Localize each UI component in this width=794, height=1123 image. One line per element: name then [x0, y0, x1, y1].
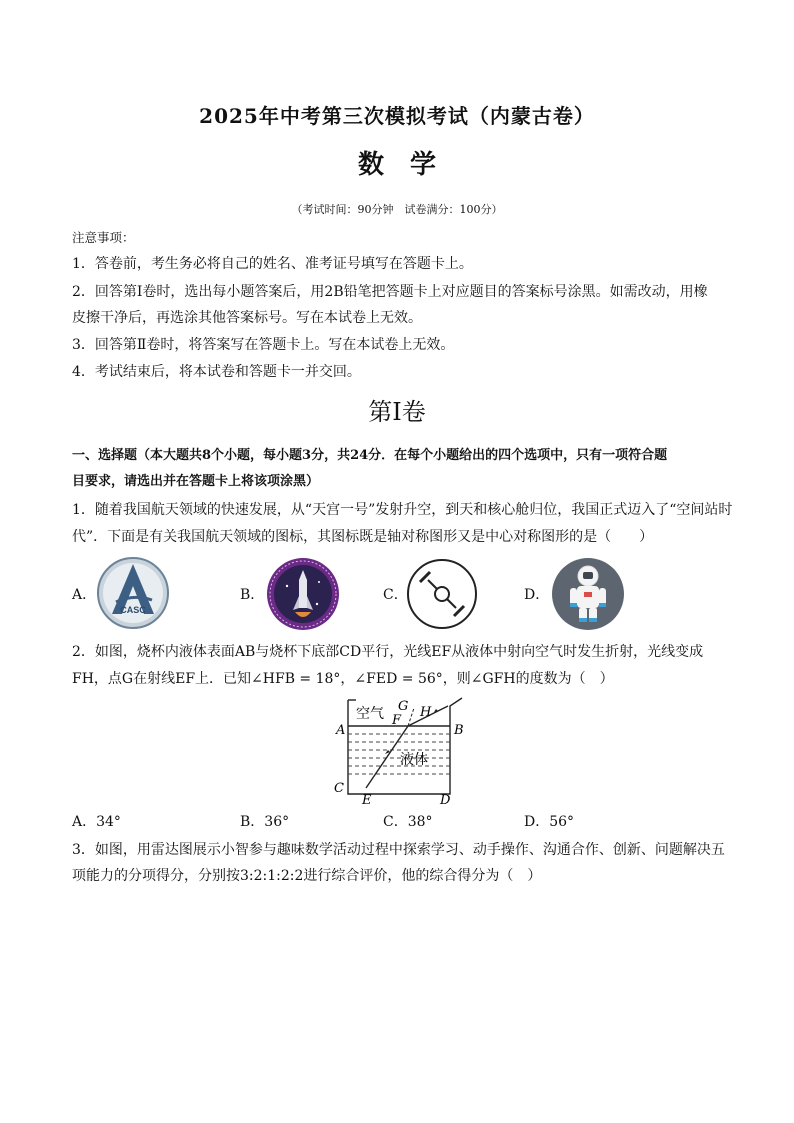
subject-title: 数 学 — [357, 150, 436, 180]
q2-option-b: B．36° — [240, 814, 290, 830]
air-label: 空气 — [356, 706, 384, 722]
q2-option-a: A．34° — [72, 814, 121, 830]
q1-option-a-label: A． — [72, 587, 97, 603]
q2-line-2: FH，点G在射线EF上．已知∠HFB = 18°，∠FED = 56°，则∠GFH的度数为（ ） — [72, 671, 614, 687]
q2-option-c: C．38° — [383, 814, 433, 830]
point-g-label: G — [398, 699, 409, 714]
notice-heading: 注意事项： — [72, 230, 135, 245]
point-c-label: C — [334, 781, 344, 796]
point-h-label: H — [420, 705, 432, 720]
point-d-label: D — [440, 793, 451, 806]
satellite-symbol-icon — [406, 558, 478, 634]
casc-text: CASC — [120, 605, 146, 615]
notice-line-1: 1．答卷前，考生务必将自己的姓名、准考证号填写在答题卡上。 — [72, 256, 473, 272]
q2-option-d: D．56° — [524, 814, 575, 830]
q2-line-1: 2．如图，烧杯内液体表面AB与烧杯下底部CD平行，光线EF从液体中射向空气时发生折射，光线变成 — [72, 644, 704, 660]
section-heading-line-1: 一、选择题（本大题共8个小题，每小题3分，共24分．在每个小题给出的四个选项中，只有一项符合题 — [72, 448, 668, 463]
q3-line-2: 项能力的分项得分，分别按3:2:1:2:2进行综合评价，他的综合得分为（ ） — [72, 868, 542, 884]
q3-line-1: 3．如图，用雷达图展示小智参与趣味数学活动过程中探索学习、动手操作、沟通合作、创新、问题解决五 — [72, 842, 725, 858]
part-title: 第Ⅰ卷 — [368, 398, 426, 426]
q1-line-1: 1．随着我国航天领域的快速发展，从“天宫一号”发射升空，到天和核心舱归位，我国正式迈入了“空间站时 — [72, 502, 733, 518]
point-b-label: B — [454, 723, 464, 738]
q1-option-d-label: D． — [524, 587, 550, 603]
q1-option-b-label: B． — [240, 587, 265, 603]
notice-line-5: 4．考试结束后，将本试卷和答题卡一并交回。 — [72, 364, 361, 380]
q1-option-c-label: C． — [383, 587, 408, 603]
liquid-label: 液体 — [400, 752, 428, 768]
exam-title: 2025年中考第三次模拟考试（内蒙古卷） — [199, 104, 595, 128]
beaker-refraction-diagram — [330, 694, 470, 806]
notice-line-2: 2．回答第Ⅰ卷时，选出每小题答案后，用2B铅笔把答题卡上对应题目的答案标号涂黑。如需改动，用橡 — [72, 284, 708, 300]
point-a-label: A — [336, 723, 346, 738]
point-f-label: F — [392, 713, 402, 728]
rocket-badge-icon — [265, 556, 341, 636]
q1-line-2: 代”．下面是有关我国航天领域的图标，其图标既是轴对称图形又是中心对称图形的是（ ） — [72, 529, 654, 545]
point-e-label: E — [362, 793, 372, 806]
casc-logo-icon — [96, 556, 170, 634]
astronaut-icon — [550, 556, 626, 636]
exam-info: （考试时间：90分钟 试卷满分：100分） — [291, 203, 503, 216]
notice-line-3: 皮擦干净后，再选涂其他答案标号。写在本试卷上无效。 — [72, 310, 422, 326]
section-heading-line-2: 目要求，请选出并在答题卡上将该项涂黑） — [72, 474, 320, 489]
notice-line-4: 3．回答第Ⅱ卷时，将答案写在答题卡上。写在本试卷上无效。 — [72, 337, 455, 353]
